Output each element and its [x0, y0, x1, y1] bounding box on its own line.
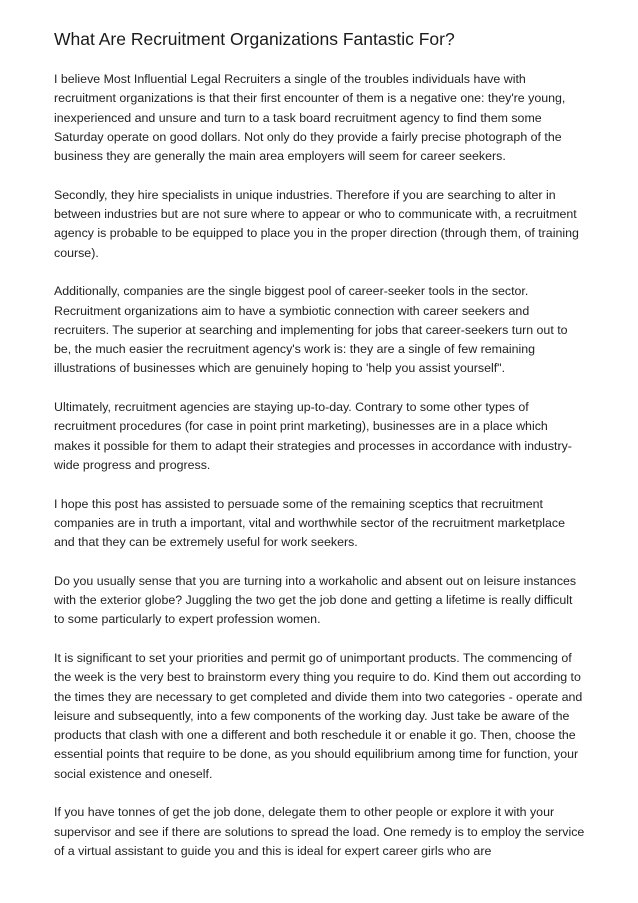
paragraph-1: I believe Most Influential Legal Recruiters a single of the troubles individuals have with recruitment organizations is that their first encounter of them is a negative one: they're young, inexperienced and unsure and turn to a task board recruitment agency to find them some Saturday operate on good dollars. Not only do they provide a fairly precise photograph of the business they are generally the main area employers will seem for career seekers.	[54, 72, 566, 164]
paragraph-2: Secondly, they hire specialists in unique industries. Therefore if you are searching to alter in between industries but are not sure where to appear or who to communicate with, a recruitment agency is probable to be equipped to place you in the proper direction (through them, of training course).	[54, 187, 579, 260]
page-title: What Are Recruitment Organizations Fantastic For?	[54, 29, 455, 49]
document-page	[54, 28, 586, 861]
paragraph-4: Ultimately, recruitment agencies are staying up-to-day. Contrary to some other types of recruitment procedures (for case in point print marketing), businesses are in a place which makes it possible for them to adapt their strategies and processes in accordance with industry-wide progress and progress.	[54, 400, 572, 472]
paragraph-6: Do you usually sense that you are turning into a workaholic and absent out on leisure instances with the exterior globe? Juggling the two get the job done and getting a lifetime is really difficult to some particularly to expert profession women.	[54, 573, 577, 627]
paragraph-7: It is significant to set your priorities and permit go of unimportant products. The commencing of the week is the very best to brainstorm every thing you require to do. Kind them out according to the times they are necessary to get completed and divide them into two categories - operate and leisure and subsequently, into a few components of the working day. Just take be aware of the products that clash with one a different and both reschedule it or enable it go. Then, choose the essential points that require to be done, as you should equilibrium among time for function, your social existence and oneself.	[54, 650, 583, 781]
paragraph-3: Additionally, companies are the single biggest pool of career-seeker tools in the sector. Recruitment organizations aim to have a symbiotic connection with career seekers and recruiters. The superior at searching and implementing for jobs that career-seekers turn out to be, the much easier the recruitment agency's work is: they are a single of few remaining illustrations of businesses which are genuinely hoping to 'help you assist yourself".	[54, 284, 568, 376]
paragraph-5: I hope this post has assisted to persuade some of the remaining sceptics that recruitment companies are in truth a important, vital and worthwhile sector of the recruitment marketplace and that they can be extremely useful for work seekers.	[54, 496, 566, 550]
paragraph-8: If you have tonnes of get the job done, delegate them to other people or explore it with your supervisor and see if there are solutions to spread the load. One remedy is to employ the service of a virtual assistant to guide you and this is ideal for expert career girls who are	[54, 805, 585, 858]
